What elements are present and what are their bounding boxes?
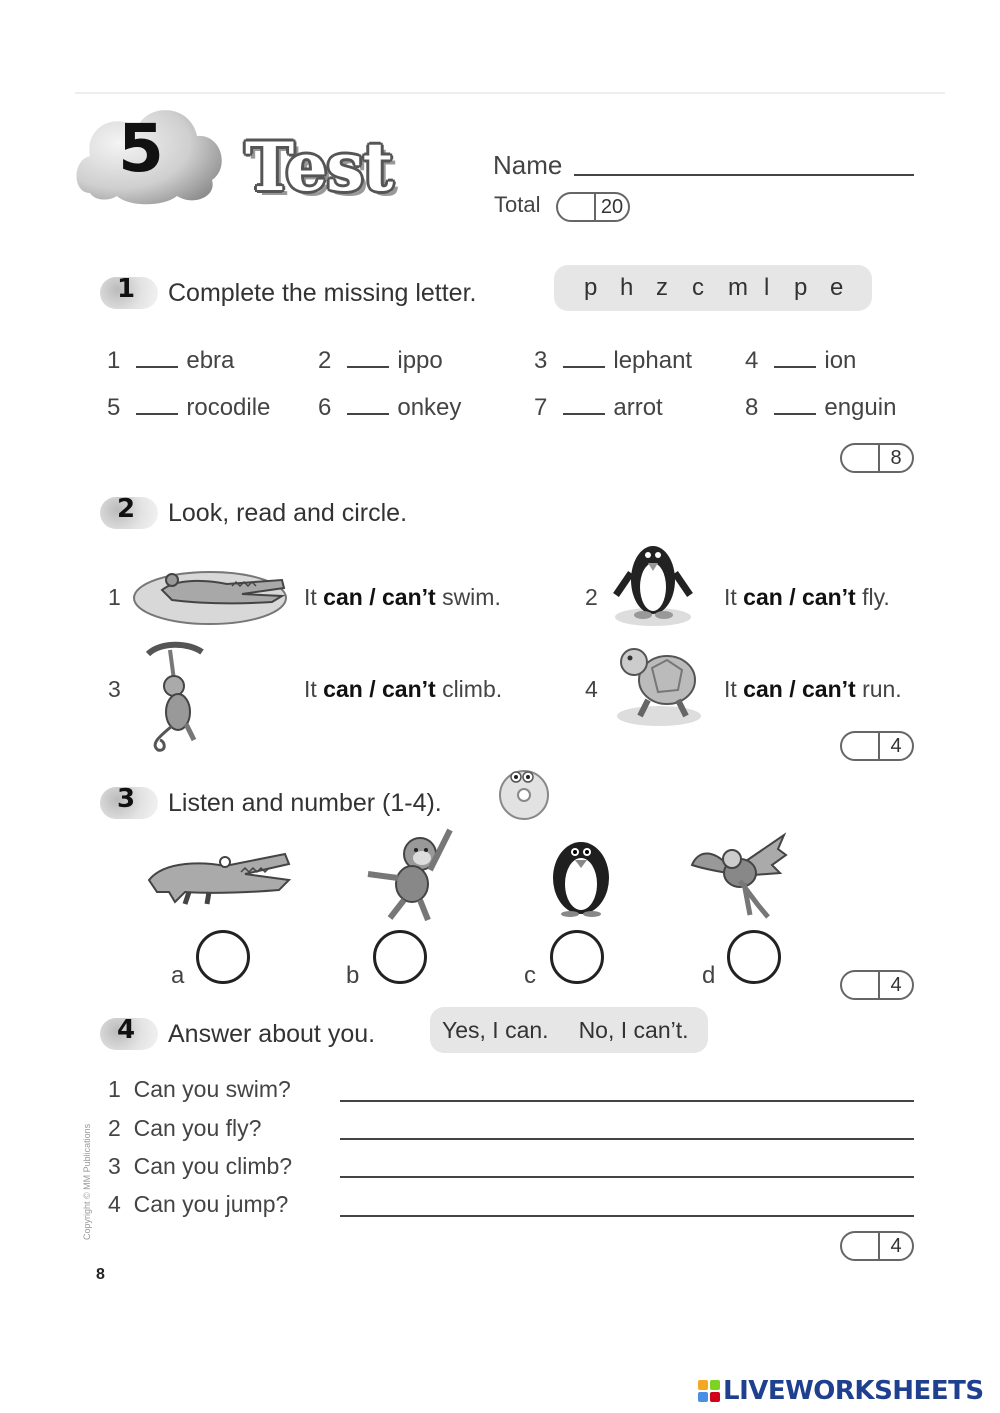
unit-number: 5 (118, 110, 164, 187)
option-letter: c (524, 962, 536, 989)
answer-circle-a[interactable] (196, 930, 250, 984)
monkey-icon (360, 820, 460, 925)
question-row (108, 1153, 292, 1180)
word-item (534, 346, 692, 375)
item-number: 6 (318, 394, 332, 421)
word-fragment: onkey (397, 394, 462, 421)
section-3-number: 3 (117, 784, 136, 814)
name-label: Name (493, 150, 563, 180)
question-text: Can you jump? (133, 1191, 289, 1217)
sentence-swim (304, 584, 501, 611)
letter-bank-item: l (764, 274, 770, 301)
question-text: Can you climb? (133, 1153, 293, 1179)
word-item (318, 393, 461, 422)
audio-cd-icon[interactable] (496, 765, 552, 821)
section-2-score-box[interactable] (840, 731, 914, 761)
section-4-number: 4 (117, 1015, 136, 1045)
section-3-score-box[interactable] (840, 970, 914, 1000)
page-number: 8 (96, 1266, 105, 1283)
word-fragment: rocodile (186, 394, 271, 421)
item-number: 2 (318, 347, 332, 374)
letter-blank[interactable] (774, 346, 816, 368)
choice-can[interactable]: can (323, 676, 363, 702)
answer-bank (430, 1007, 708, 1053)
item-number: 3 (534, 347, 548, 374)
sentence-verb: run. (862, 676, 902, 702)
question-row (108, 1191, 288, 1218)
section-1-number: 1 (117, 274, 136, 304)
answer-circle-c[interactable] (550, 930, 604, 984)
question-text: Can you swim? (133, 1076, 291, 1102)
liveworksheets-logo-icon (698, 1380, 720, 1402)
question-number: 2 (108, 1115, 121, 1141)
penguin-icon (546, 826, 616, 918)
section-2-score-max: 4 (878, 733, 912, 759)
sentence-verb: climb. (442, 676, 503, 702)
choice-cant[interactable]: can’t (381, 676, 436, 702)
penguin-jumping-icon (608, 525, 698, 630)
answer-circle-d[interactable] (727, 930, 781, 984)
sentence-run (724, 676, 902, 703)
option-letter: a (171, 962, 185, 989)
item-number: 4 (745, 347, 759, 374)
item-number: 8 (745, 394, 759, 421)
total-score-input[interactable] (558, 194, 594, 220)
item-number: 4 (585, 676, 598, 702)
sentence-verb: swim. (442, 584, 501, 610)
total-score-box[interactable] (556, 192, 630, 222)
item-number: 1 (107, 347, 121, 374)
choice-separator: / (789, 676, 796, 702)
word-item (107, 393, 270, 422)
word-fragment: lephant (613, 347, 693, 374)
option-letter: d (702, 962, 716, 989)
word-fragment: ebra (186, 347, 235, 374)
letter-blank[interactable] (136, 346, 178, 368)
question-number: 3 (108, 1153, 121, 1179)
answer-option: No, I can’t. (578, 1016, 689, 1043)
answer-line[interactable] (340, 1176, 914, 1178)
section-1-score-max: 8 (878, 445, 912, 471)
section-2-number: 2 (117, 494, 136, 524)
letter-blank[interactable] (563, 393, 605, 415)
sentence-climb (304, 676, 502, 703)
answer-circle-b[interactable] (373, 930, 427, 984)
choice-can[interactable]: can (323, 584, 363, 610)
choice-cant[interactable]: can’t (801, 584, 856, 610)
question-number: 1 (108, 1076, 121, 1102)
word-item (745, 393, 896, 422)
choice-can[interactable]: can (743, 676, 783, 702)
choice-cant[interactable]: can’t (381, 584, 436, 610)
letter-bank-item: p (794, 274, 808, 301)
sentence-prefix: It (724, 676, 737, 702)
word-fragment: ion (824, 347, 857, 374)
section-1-title: Complete the missing letter. (168, 279, 477, 307)
sentence-prefix: It (724, 584, 737, 610)
section-1-score-input[interactable] (842, 445, 878, 471)
word-fragment: arrot (613, 394, 663, 421)
question-row (108, 1076, 291, 1103)
letter-bank-item: h (620, 274, 634, 301)
sentence-prefix: It (304, 676, 317, 702)
word-item (107, 346, 234, 375)
section-4-score-max: 4 (878, 1233, 912, 1259)
parrot-icon (688, 825, 788, 920)
sentence-prefix: It (304, 584, 317, 610)
word-fragment: enguin (824, 394, 897, 421)
letter-bank-item: c (692, 274, 704, 301)
letter-blank[interactable] (774, 393, 816, 415)
question-row (108, 1115, 261, 1142)
answer-line[interactable] (340, 1138, 914, 1140)
section-4-score-box[interactable] (840, 1231, 914, 1261)
test-title: Test (245, 128, 393, 206)
copyright-text: Copyright © MM Publications (82, 1123, 92, 1240)
choice-can[interactable]: can (743, 584, 783, 610)
choice-separator: / (369, 584, 376, 610)
item-number: 7 (534, 394, 548, 421)
liveworksheets-brand[interactable] (698, 1376, 984, 1406)
question-number: 4 (108, 1191, 121, 1217)
section-4-title: Answer about you. (168, 1020, 376, 1048)
letter-bank (554, 265, 872, 311)
tortoise-running-icon (612, 630, 707, 730)
word-item (318, 346, 443, 375)
letter-blank[interactable] (563, 346, 605, 368)
item-number: 2 (585, 584, 598, 610)
section-1-score-box[interactable] (840, 443, 914, 473)
letter-bank-item: m (728, 274, 748, 301)
section-3-score-max: 4 (878, 972, 912, 998)
question-text: Can you fly? (133, 1115, 262, 1141)
item-number: 3 (108, 676, 121, 702)
name-input-line[interactable] (574, 174, 914, 176)
letter-bank-item: z (656, 274, 668, 301)
answer-option: Yes, I can. (442, 1016, 549, 1043)
word-fragment: ippo (397, 347, 443, 374)
section-4-score-input[interactable] (842, 1233, 878, 1259)
section-2-title: Look, read and circle. (168, 499, 408, 527)
item-number: 1 (108, 584, 121, 610)
word-item (534, 393, 663, 422)
brand-name: LIVEWORKSHEETS (723, 1376, 984, 1406)
choice-separator: / (369, 676, 376, 702)
choice-separator: / (789, 584, 796, 610)
letter-bank-item: p (584, 274, 598, 301)
letter-blank[interactable] (136, 393, 178, 415)
top-divider (75, 92, 945, 94)
answer-line[interactable] (340, 1100, 914, 1102)
monkey-climbing-icon (140, 640, 210, 755)
letter-blank[interactable] (347, 393, 389, 415)
total-label: Total (494, 192, 541, 217)
section-3-score-input[interactable] (842, 972, 878, 998)
crocodile-icon (145, 840, 293, 910)
crocodile-swimming-icon (132, 550, 292, 628)
word-item (745, 346, 856, 375)
sentence-fly (724, 584, 890, 611)
section-3-title: Listen and number (1-4). (168, 789, 442, 817)
letter-blank[interactable] (347, 346, 389, 368)
section-2-score-input[interactable] (842, 733, 878, 759)
answer-line[interactable] (340, 1215, 914, 1217)
option-letter: b (346, 962, 360, 989)
letter-bank-item: e (830, 274, 844, 301)
choice-cant[interactable]: can’t (801, 676, 856, 702)
total-score-max: 20 (594, 194, 628, 220)
sentence-verb: fly. (862, 584, 890, 610)
item-number: 5 (107, 394, 121, 421)
